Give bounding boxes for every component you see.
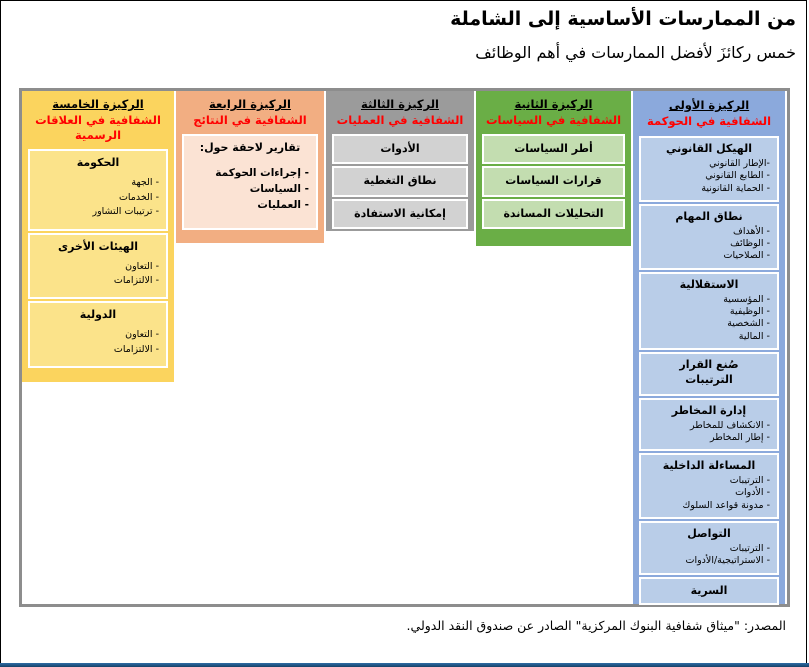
block-list (37, 176, 159, 219)
block-list (648, 226, 770, 263)
block-mandate-scope[interactable] (639, 204, 779, 270)
pillars-container (22, 91, 787, 604)
pillar-three-subtitle: الشفافية في العمليات (336, 112, 464, 127)
block-list (191, 165, 309, 214)
pillar-two-body (476, 134, 631, 235)
list-item: - المؤسسية (723, 293, 770, 305)
block-title-secondary: الترتيبات (685, 372, 733, 386)
diagram-frame (19, 88, 790, 607)
block-title: الحكومة (76, 155, 120, 169)
list-item: - إطار المخاطر (709, 431, 770, 443)
list-item: - الالتزامات (113, 343, 159, 355)
list-item: - الطابع القانوني (705, 170, 770, 182)
pillar-three-header (326, 91, 474, 134)
block-ex-post-reporting[interactable] (182, 134, 318, 230)
pillar-two-header (476, 91, 631, 134)
block-title: صُنع القرار (679, 358, 739, 371)
list-item: - العمليات (257, 199, 309, 212)
block-list (37, 328, 159, 357)
list-item: - الشخصية (727, 318, 770, 330)
list-item: - السياسات (249, 183, 309, 196)
pillar-five-header (22, 91, 174, 149)
block-list (648, 294, 770, 343)
block-international[interactable] (28, 301, 168, 367)
page-subtitle: خمس ركائزَ لأفضل الممارسات في أهم الوظائف (475, 42, 796, 62)
block-government[interactable] (28, 149, 168, 232)
list-item: - المالية (738, 330, 770, 342)
block-decision-making[interactable] (639, 352, 779, 396)
pillar-three-number: الركيزة الثالثة (360, 97, 439, 111)
list-item: - التعاون (125, 260, 159, 272)
list-item: - ترتيبات التشاور (92, 205, 159, 217)
block-title: الهيكل القانوني (666, 142, 752, 156)
list-item: - الترتيبات (729, 542, 770, 554)
pillar-one-header (633, 91, 785, 136)
list-item: - الصلاحيات (723, 250, 770, 262)
list-item: - مدونة قواعد السلوك (682, 499, 770, 511)
pillar-two-subtitle: الشفافية في السياسات (485, 112, 622, 127)
pillar-two[interactable] (476, 91, 631, 246)
pillar-one-subtitle: الشفافية في الحوكمة (646, 113, 772, 128)
pillar-four[interactable] (176, 91, 324, 243)
list-item: - الترتيبات (729, 475, 770, 487)
pillar-five[interactable] (22, 91, 174, 382)
list-item: - الاستراتيجية/الأدوات (685, 555, 770, 567)
block-title: إمكانية الاستفادة (354, 206, 446, 220)
block-communication[interactable] (639, 521, 779, 575)
list-item: - الحماية القانونية (701, 182, 770, 194)
block-policy-frameworks[interactable] (482, 134, 625, 164)
block-title: التواصل (687, 527, 731, 541)
block-title: التحليلات المساندة (503, 206, 604, 220)
list-item: - إجراءات الحوكمة (215, 166, 309, 179)
block-confidentiality[interactable] (639, 577, 779, 605)
block-title: الاستقلالية (679, 277, 739, 291)
pillar-one[interactable] (633, 91, 785, 604)
block-autonomy[interactable] (639, 272, 779, 350)
list-item: -الإطار القانوني (709, 157, 770, 169)
block-supporting-analysis[interactable] (482, 199, 625, 229)
list-item: - الأدوات (735, 487, 770, 499)
pillar-four-body (176, 134, 324, 236)
block-instruments[interactable] (332, 134, 468, 164)
list-item: - التعاون (125, 329, 159, 341)
list-item: - الالتزامات (113, 275, 159, 287)
block-title: المساءلة الداخلية (662, 459, 756, 473)
block-title: نطاق المهام (675, 209, 743, 223)
block-list (648, 158, 770, 195)
pillar-three-body (326, 134, 474, 235)
block-list (648, 475, 770, 512)
title-area (26, 5, 796, 65)
list-item: - الوظائف (730, 238, 770, 250)
block-other-agencies[interactable] (28, 233, 168, 299)
block-legal-structure[interactable] (639, 136, 779, 202)
pillar-four-number: الركيزة الرابعة (209, 97, 291, 111)
list-item: - الوظيفية (729, 305, 770, 317)
block-title: الهيئات الأخرى (58, 240, 138, 254)
block-list (648, 543, 770, 568)
block-list (37, 260, 159, 289)
list-item: - الانكشاف للمخاطر (690, 419, 770, 431)
pillar-four-subtitle: الشفافية في النتائج (193, 112, 307, 127)
taskbar-strip (0, 663, 809, 667)
list-item: - الجهة (131, 177, 159, 189)
block-title: تقارير لاحقة حول: (199, 141, 301, 155)
block-internal-accountability[interactable] (639, 453, 779, 519)
block-risk-management[interactable] (639, 398, 779, 452)
block-list (648, 420, 770, 445)
block-policy-decisions[interactable] (482, 166, 625, 196)
pillar-four-header (176, 91, 324, 134)
block-title: الأدوات (380, 142, 420, 156)
pillar-two-number: الركيزة الثانية (514, 97, 593, 111)
pillar-one-body (633, 136, 785, 611)
pillar-five-body (22, 149, 174, 374)
page-title: من الممارسات الأساسية إلى الشاملة (450, 8, 796, 30)
list-item: - الخدمات (118, 191, 159, 203)
block-title: السرية (690, 583, 728, 597)
list-item: - الأهداف (733, 225, 770, 237)
block-title: إدارة المخاطر (671, 403, 747, 417)
block-title: نطاق التغطية (363, 174, 437, 188)
pillar-three[interactable] (326, 91, 474, 231)
block-coverage[interactable] (332, 166, 468, 196)
source-note: المصدر: "ميثاق شفافية البنوك المركزية" الصادر عن صندوق النقد الدولي. (406, 618, 786, 633)
block-title: أطر السياسات (514, 142, 593, 156)
pillar-one-number: الركيزة الأولى (668, 98, 750, 112)
block-accessibility[interactable] (332, 199, 468, 229)
pillar-five-subtitle-line2: الرسمية (74, 128, 122, 143)
block-title: الدولية (79, 308, 117, 322)
block-title: قرارات السياسات (505, 174, 602, 188)
pillar-five-subtitle: الشفافية في العلاقات (35, 112, 161, 127)
pillar-five-number: الركيزة الخامسة (52, 97, 144, 111)
